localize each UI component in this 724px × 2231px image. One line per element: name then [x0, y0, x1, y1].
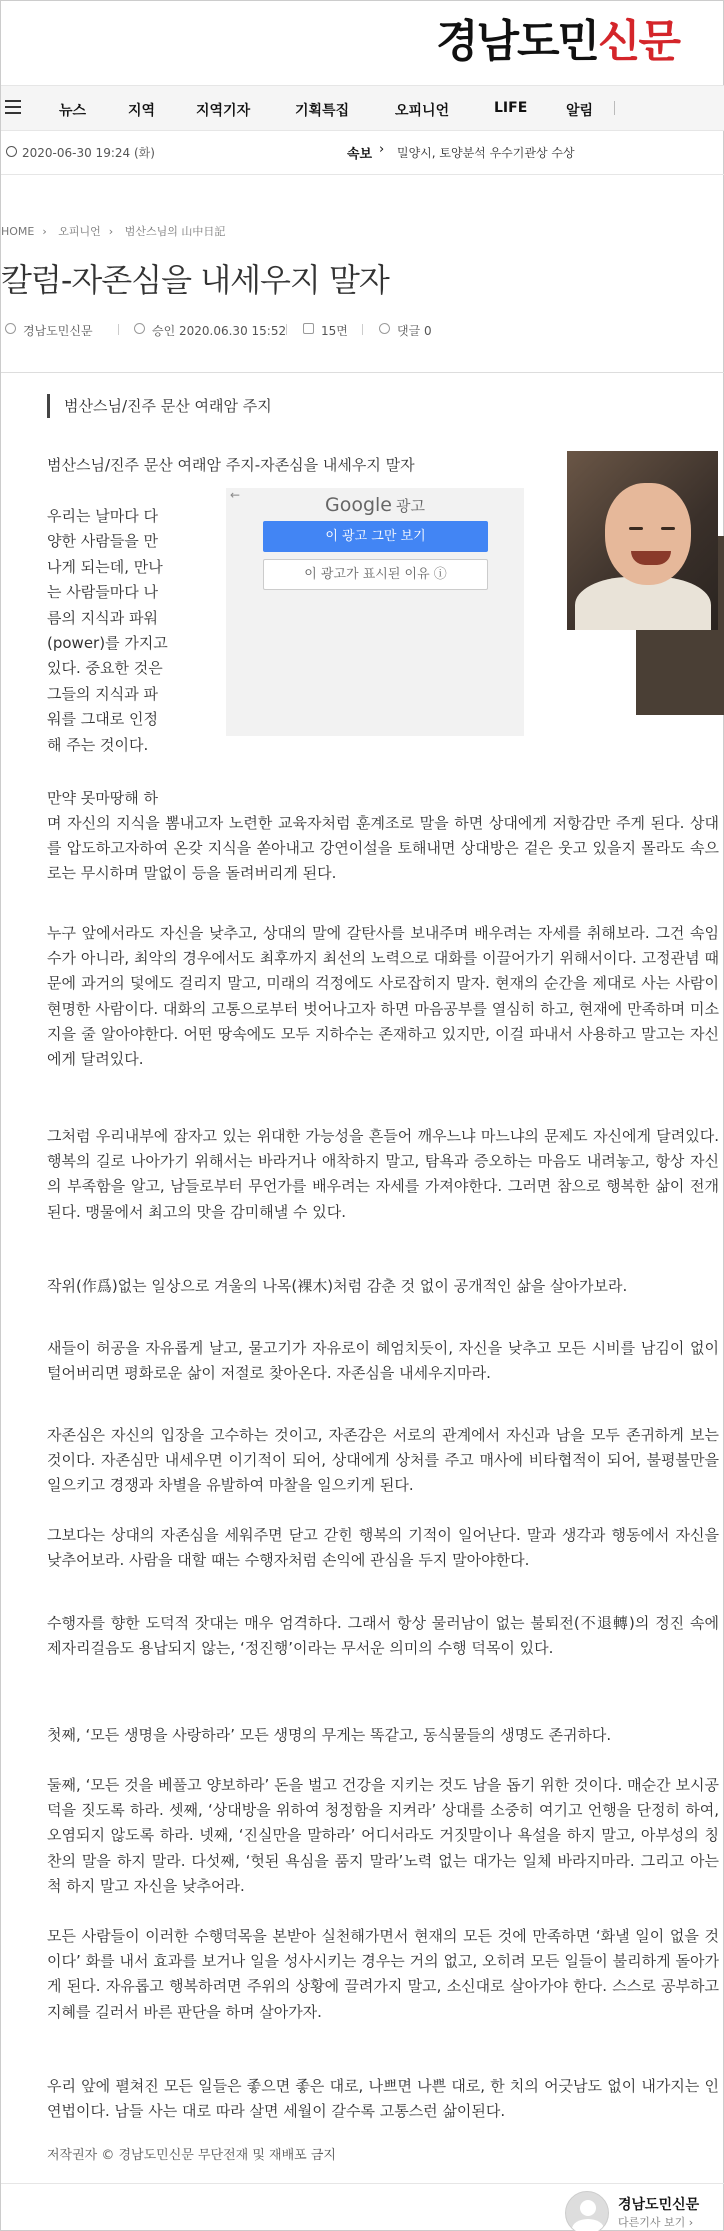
comment-icon [379, 323, 390, 334]
reporter-name[interactable]: 경남도민신문 [618, 2197, 700, 2213]
article-paragraph: 누구 앞에서라도 자신을 낮추고, 상대의 말에 갈탄사를 보내주며 배우려는 자세를 취해보라. 그건 속임수가 아니라, 최악의 경우에서도 최후까지 최선의 노력으로 대화를 이끌어가기 위해서이다. 고정관념 때문에 과거의 덫에도 걸리지 말고, 미래의 걱정에도 사로잡히지 말자. 현재의 순간을 제대로 사는 사람이 현명한 사람이다. 대화의 고통으로부터 벗어나고자 하면 마음공부를 열심히 하고, 현재에 만족하며 미소 지을 줄 알아야한다. 어떤 땅속에도 모두 지하수는 존재하고 있지만, 이걸 파내서 사용하고 말고는 자신에게 달려있다. [47, 924, 719, 1069]
stop-ad-button[interactable]: 이 광고 그만 보기 [263, 521, 488, 552]
user-icon [5, 323, 16, 334]
meta-separator [286, 324, 287, 335]
nav-item-notice[interactable]: 알림 [566, 103, 594, 119]
ad-panel [226, 488, 524, 736]
why-ad-button[interactable]: 이 광고가 표시된 이유 ⓘ [263, 559, 488, 590]
nav-item-news[interactable]: 뉴스 [59, 103, 87, 119]
newspaper-icon [303, 323, 314, 334]
clock-icon [134, 323, 145, 334]
breadcrumb-section[interactable]: 범산스님의 山中日記 [124, 225, 226, 238]
meta-separator [362, 324, 363, 335]
chevron-right-icon: › [42, 225, 47, 238]
article-paragraph: 우리 앞에 펼쳐진 모든 일들은 좋으면 좋은 대로, 나쁘면 나쁜 대로, 한 치의 어긋남도 없이 내가지는 인연법이다. 남들 사는 대로 따라 살면 세월이 갈수록 고통스런 삶이된다. [47, 2077, 719, 2121]
article-paragraph: 모든 사람들이 이러한 수행덕목을 본받아 실천해가면서 현재의 모든 것에 만족하면 ‘화낼 일이 없을 것이다’ 화를 내서 효과를 보거나 일을 성사시키는 경우는 거의 없고, 오히려 모든 일들이 불리하게 돌아가게 된다. 자유롭고 행복하려면 주위의 상황에 끌려가지 말고, 소신대로 살아가야 한다. 스스로 공부하고 지혜를 길러서 바른 판단을 하며 살아가자. [47, 1927, 719, 2021]
logo-text-main: 경남도민 [435, 16, 598, 67]
site-logo[interactable] [436, 5, 679, 69]
divider [1, 372, 724, 373]
divider [1, 2183, 724, 2184]
ad-brand: Google 광고 [325, 494, 425, 516]
current-date: 2020-06-30 19:24 (화) [22, 146, 155, 160]
chevron-right-icon: › [108, 225, 114, 238]
meta-separator [118, 324, 119, 335]
article-paragraph: 작위(作爲)없는 일상으로 겨울의 나목(裸木)처럼 감춘 것 없이 공개적인 삶을 살아가보라. [47, 1277, 628, 1295]
author-photo [567, 451, 718, 630]
breadcrumb-home[interactable]: HOME [1, 225, 35, 238]
article-paragraph-start: 만약 못마땅해 하 [47, 789, 158, 807]
nav-item-feature[interactable]: 기획특집 [295, 103, 350, 119]
breadcrumb [1, 223, 233, 239]
article-paragraph: 자존심은 자신의 입장을 고수하는 것이고, 자존감은 서로의 관계에서 자신과 남을 모두 존귀하게 보는 것이다. 자존심만 내세우면 이기적이 되어, 상대에게 상처를 주고 매사에 비타협적이 되어, 불평불만을 일으키고 경쟁과 차별을 유발하여 마찰을 일으키게 된다. [47, 1426, 719, 1495]
article-lead: 범산스님/진주 문산 여래암 주지-자존심을 내세우지 말자 [47, 456, 415, 474]
meta-author[interactable]: 경남도민신문 [23, 324, 93, 338]
article-paragraph: 그보다는 상대의 자존심을 세워주면 닫고 갇힌 행복의 기적이 일어난다. 말과 생각과 행동에서 자신을 낮추어보라. 사람을 대할 때는 수행자처럼 손익에 관심을 두지 말아야한다. [47, 1526, 719, 1570]
clock-icon [6, 146, 17, 157]
article-paragraph: 첫째, ‘모든 생명을 사랑하라’ 모든 생명의 무게는 똑같고, 동식물들의 생명도 존귀하다. [47, 1726, 612, 1744]
article-paragraph: 새들이 허공을 자유롭게 날고, 물고기가 자유로이 헤엄치듯이, 자신을 낮추고 모든 시비를 남김이 없이 털어버리면 평화로운 삶이 저절로 찾아온다. 자존심을 내세우지마라. [47, 1339, 719, 1383]
breaking-headline[interactable]: 밀양시, 토양분석 우수기관상 수상 [397, 146, 575, 160]
copyright-notice: 저작권자 © 경남도민신문 무단전재 및 재배포 금지 [47, 2148, 336, 2163]
meta-comments[interactable]: 댓글 0 [397, 324, 432, 338]
article-paragraph: 며 자신의 지식을 뽐내고자 노련한 교육자처럼 훈계조로 말을 하면 상대에게 저항감만 주게 된다. 상대를 압도하고자하여 온갖 지식을 쏟아내고 강연이설을 토해내면 상대방은 겉은 웃고 있을지 몰라도 속으로는 무시하며 말없이 등을 돌려버리게 된다. [47, 814, 719, 883]
breaking-label: 속보 [347, 147, 373, 162]
reporter-more-link[interactable]: 다른기사 보기 › [618, 2216, 694, 2229]
meta-page: 15면 [321, 324, 348, 338]
nav-separator [614, 101, 615, 115]
nav-item-life[interactable]: LIFE [494, 100, 528, 116]
article-paragraph: 수행자를 향한 도덕적 잣대는 매우 엄격하다. 그래서 항상 물러남이 없는 불퇴전(不退轉)의 정진 속에 제자리걸음도 용납되지 않는, ‘정진행’이라는 무서운 의미의 수행 덕목이 있다. [47, 1614, 719, 1658]
logo-bar [1, 1, 724, 85]
article-paragraph-intro: 우리는 날마다 다 양한 사람들을 만 나게 되는데, 만나 는 사람들마다 나 름의 지식과 파워 (power)를 가지고 있다. 중요한 것은 그들의 지식과 파 워를 그대로 인정 해 주는 것이다. [47, 507, 168, 754]
logo-text-accent: 신문 [597, 16, 679, 67]
main-nav [1, 85, 724, 131]
hamburger-menu-icon[interactable] [5, 100, 21, 116]
meta-approved: 승인 2020.06.30 15:52 [152, 324, 287, 338]
article-meta [1, 320, 724, 340]
back-arrow-icon[interactable]: ← [230, 488, 241, 502]
nav-item-opinion[interactable]: 오피니언 [395, 103, 450, 119]
reporter-avatar[interactable] [565, 2191, 609, 2231]
article-paragraph: 그처럼 우리내부에 잠자고 있는 위대한 가능성을 흔들어 깨우느냐 마느냐의 문제도 자신에게 달려있다. 행복의 길로 나아가기 위해서는 바라거나 애착하지 말고, 탐욕과 증오하는 마음도 내려놓고, 항상 자신의 부족함을 알고, 남들로부터 무언가를 배우려는 자세를 가져야한다. 그러면 참으로 행복한 삶이 전개된다. 맹물에서 최고의 맛을 감미해낼 수 있다. [47, 1127, 719, 1221]
breadcrumb-opinion[interactable]: 오피니언 [58, 225, 101, 238]
article-paragraph: 둘째, ‘모든 것을 베풀고 양보하라’ 돈을 벌고 건강을 지키는 것도 남을 돕기 위한 것이다. 매순간 보시공덕을 짓도록 하라. 셋째, ‘상대방을 위하여 청정함을 지켜라’ 상대를 소중히 여기고 언행을 단정히 하여, 오염되지 않도록 하라. 넷째, ‘진실만을 말하라’ 어디서라도 거짓말이나 욕설을 하지 말고, 아부성의 칭찬의 말을 하지 말라. 다섯째, ‘헛된 욕심을 품지 말라’노력 없는 대가는 일체 바라지마라. 그리고 아는 척 하지 말고 자신을 낮추어라. [47, 1776, 719, 1895]
article-title: 칼럼-자존심을 내세우지 말자 [1, 261, 389, 299]
nav-item-region-reporter[interactable]: 지역기자 [196, 103, 251, 119]
chevron-right-icon: › [379, 142, 385, 157]
article-byline: 범산스님/진주 문산 여래암 주지 [47, 394, 272, 418]
news-ticker [1, 131, 724, 175]
nav-item-region[interactable]: 지역 [128, 103, 156, 119]
